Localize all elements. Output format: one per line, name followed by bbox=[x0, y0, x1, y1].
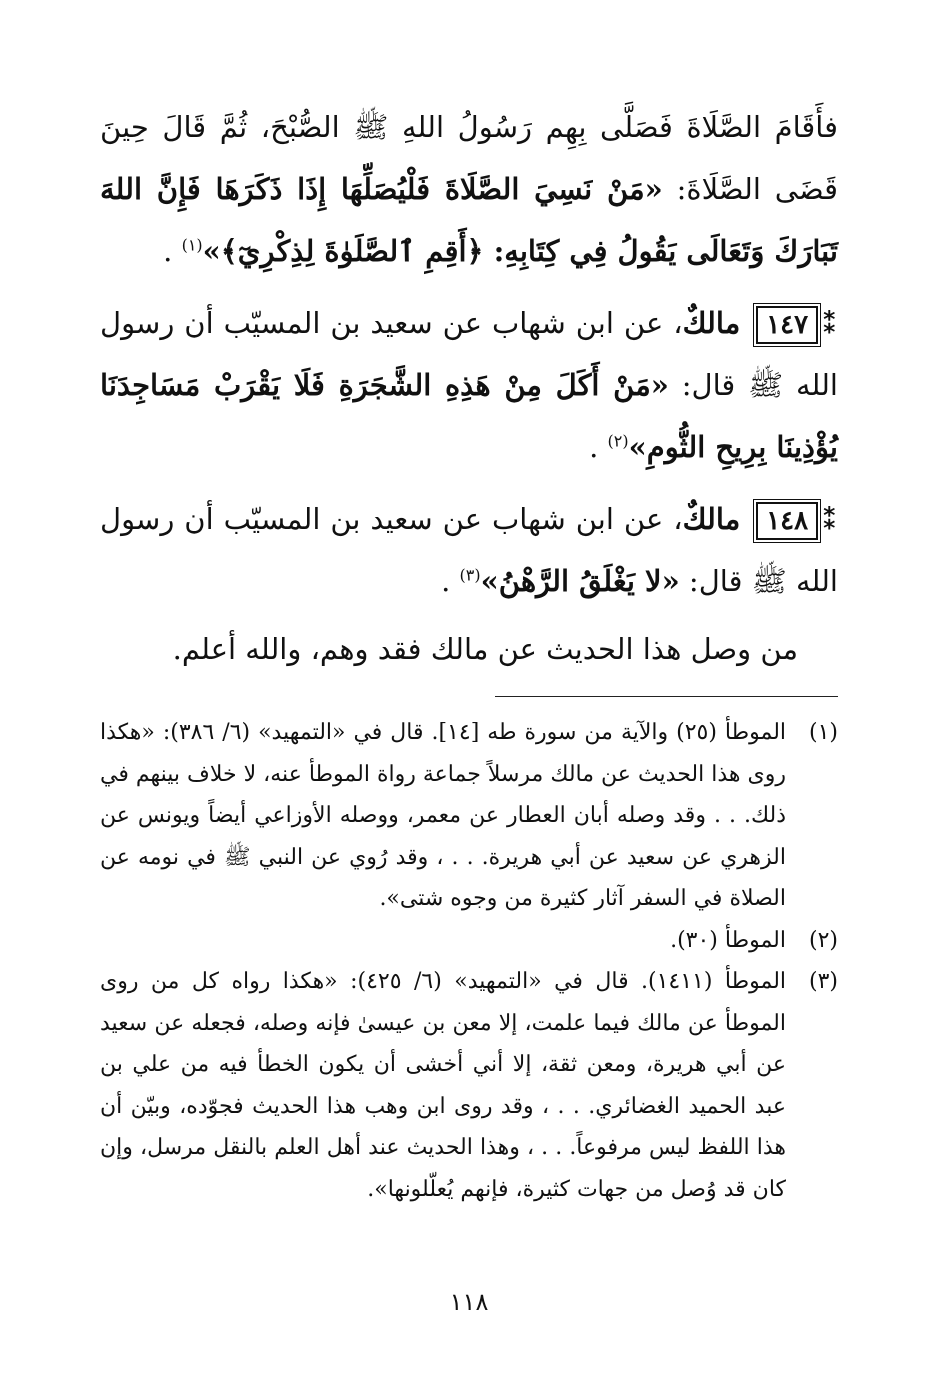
narrator-name: مالكٌ bbox=[682, 306, 741, 340]
hadith-148 bbox=[100, 488, 838, 612]
isnad-text: ، عن ابن شهاب عن سعيد بن المسيّب أن رسول الله ﷺ قال: bbox=[100, 502, 838, 598]
footnote-item bbox=[100, 961, 838, 1210]
footnote-ref[interactable]: (٣) bbox=[459, 565, 481, 585]
hadith-text: «مَنْ نَسِيَ الصَّلَاةَ فَلْيُصَلِّهَا إِذَا ذَكَرَهَا فَإِنَّ اللهَ تَبَارَكَ وَتَعَالَى يَقُولُ فِي كِتَابِهِ: ﴿أَقِمِ ٱلصَّلَوٰةَ لِذِكْرِيٓ﴾» bbox=[100, 172, 838, 268]
footnote-item bbox=[100, 920, 838, 962]
footnote-text: الموطأ (٢٥) والآية من سورة طه [١٤]. قال في «التمهيد» (٦/ ٣٨٦): «هكذا روى هذا الحديث عن مالك مرسلاً جماعة رواة الموطأ عنه، لا خلاف بينهم في ذلك. . . وقد وصله أبان العطار عن معمر، ووصله الأوزاعي أيضاً ويونس عن الزهري عن سعيد عن أبي هريرة. . . ، وقد رُوي عن النبي ﷺ في نومه عن الصلاة في السفر آثار كثيرة من وجوه شتى». bbox=[100, 720, 787, 911]
footnote-number: (٣) bbox=[808, 969, 838, 994]
footnote-ref[interactable]: (٢) bbox=[607, 431, 629, 451]
hadith-text: «لا يَغْلَقُ الرَّهْنُ» bbox=[480, 564, 680, 598]
footnote-ref[interactable]: (١) bbox=[181, 235, 203, 255]
footnote-text: الموطأ (١٤١١). قال في «التمهيد» (٦/ ٤٢٥): «هكذا رواه كل من روى الموطأ عن مالك فيما علمت، إلا معن بن عيسىٰ فإنه وصله، فجعله عن سعيد عن أبي هريرة، ومعن ثقة، إلا أني أخشى أن يكون الخطأ فيه من علي بن عبد الحميد الغضائري. . . ، وقد روى ابن وهب هذا الحديث فجوّده، وبيّن أن هذا اللفظ ليس مرفوعاً. . . ، وهذا الحديث عند أهل العلم بالنقل مرسل، وإن كان قد وُصل من جهات كثيرة، فإنهم يُعلّلونها». bbox=[100, 969, 787, 1202]
hadith-147 bbox=[100, 292, 838, 478]
hadith-number: ١٤٧ bbox=[756, 306, 818, 344]
period: . bbox=[163, 234, 182, 268]
ornament-icon: ⁑ bbox=[822, 306, 838, 340]
footnote-divider bbox=[495, 696, 838, 697]
period: . bbox=[589, 430, 608, 464]
footnote-number: (١) bbox=[808, 720, 838, 745]
footnotes bbox=[100, 712, 838, 1210]
footnote-text: الموطأ (٣٠). bbox=[670, 927, 786, 953]
narration-text: فأَقَامَ الصَّلَاةَ فَصَلَّى بِهِم رَسُولُ اللهِ ﷺ الصُّبْحَ، ثُمَّ قَالَ حِينَ قَضَى الصَّلَاةَ: bbox=[100, 110, 838, 206]
footnote-item bbox=[100, 712, 838, 920]
hadith-text: «مَنْ أَكَلَ مِنْ هَذِهِ الشَّجَرَةِ فَلَا يَقْرَبْ مَسَاجِدَنَا يُؤْذِينَا بِرِيحِ الثُّومِ» bbox=[100, 368, 838, 464]
ornament-icon: ⁑ bbox=[822, 502, 838, 536]
footnote-number: (٢) bbox=[808, 927, 838, 953]
narrator-name: مالكٌ bbox=[682, 502, 741, 536]
isnad-text: ، عن ابن شهاب عن سعيد بن المسيّب أن رسول الله ﷺ قال: bbox=[100, 306, 838, 402]
paragraph-continuation bbox=[100, 96, 838, 282]
hadith-number: ١٤٨ bbox=[756, 502, 818, 540]
period: . bbox=[441, 564, 460, 598]
closing-remark: من وصل هذا الحديث عن مالك فقد وهم، والله أعلم. bbox=[172, 632, 798, 666]
page-number: ١١٨ bbox=[449, 1288, 489, 1316]
